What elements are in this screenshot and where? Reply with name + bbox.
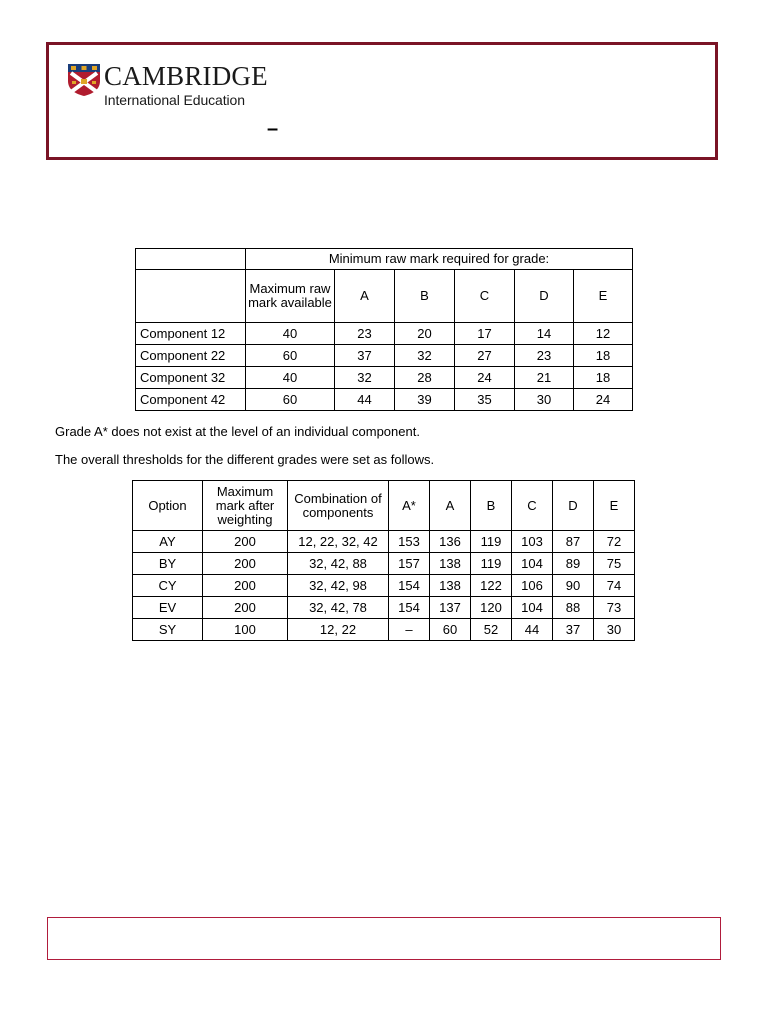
component-name: Component 12	[136, 323, 246, 345]
grade-cell: 44	[512, 619, 553, 641]
component-name: Component 42	[136, 389, 246, 411]
grade-cell: 21	[515, 367, 574, 389]
grade-cell: 18	[574, 345, 633, 367]
grade-header: B	[471, 481, 512, 531]
grade-cell: 104	[512, 597, 553, 619]
combination-cell: 32, 42, 78	[288, 597, 389, 619]
grade-cell: 122	[471, 575, 512, 597]
combination-cell: 12, 22	[288, 619, 389, 641]
grade-cell: 32	[395, 345, 455, 367]
max-cell: 60	[246, 389, 335, 411]
table-row	[133, 575, 635, 597]
grade-cell: 90	[553, 575, 594, 597]
header-box	[46, 42, 718, 160]
grade-cell: 119	[471, 553, 512, 575]
grade-cell: 37	[553, 619, 594, 641]
grade-header: A*	[389, 481, 430, 531]
option-cell: SY	[133, 619, 203, 641]
grade-cell: 154	[389, 597, 430, 619]
grade-cell: 24	[455, 367, 515, 389]
grade-cell: 153	[389, 531, 430, 553]
combination-cell: 32, 42, 98	[288, 575, 389, 597]
blank-cell	[136, 249, 246, 270]
grade-cell: 73	[594, 597, 635, 619]
table-row	[133, 553, 635, 575]
grade-cell: 104	[512, 553, 553, 575]
grade-cell: 12	[574, 323, 633, 345]
grade-cell: 18	[574, 367, 633, 389]
grade-cell: 23	[335, 323, 395, 345]
grade-header: A	[335, 270, 395, 323]
grade-header: C	[512, 481, 553, 531]
grade-cell: 138	[430, 575, 471, 597]
grade-cell: 136	[430, 531, 471, 553]
grade-cell: 72	[594, 531, 635, 553]
grade-cell: 103	[512, 531, 553, 553]
group-header: Minimum raw mark required for grade:	[246, 249, 633, 270]
grade-cell: 37	[335, 345, 395, 367]
option-cell: CY	[133, 575, 203, 597]
grade-cell: 44	[335, 389, 395, 411]
table-row	[133, 531, 635, 553]
grade-cell: 32	[335, 367, 395, 389]
component-name: Component 32	[136, 367, 246, 389]
grade-cell: 35	[455, 389, 515, 411]
note-overall: The overall thresholds for the different grades were set as follows.	[55, 452, 435, 467]
option-cell: EV	[133, 597, 203, 619]
max-cell: 40	[246, 323, 335, 345]
grade-header: E	[594, 481, 635, 531]
grade-cell: 23	[515, 345, 574, 367]
grade-cell: 137	[430, 597, 471, 619]
grade-cell: 154	[389, 575, 430, 597]
max-cell: 200	[203, 553, 288, 575]
combination-header: Combination of components	[288, 481, 389, 531]
grade-cell: 20	[395, 323, 455, 345]
title-dash: –	[267, 118, 279, 140]
max-cell: 200	[203, 597, 288, 619]
max-header: Maximum mark after weighting	[203, 481, 288, 531]
grade-cell: 157	[389, 553, 430, 575]
grade-cell: 39	[395, 389, 455, 411]
grade-header: C	[455, 270, 515, 323]
grade-cell: 74	[594, 575, 635, 597]
cambridge-shield-icon	[67, 63, 101, 97]
grade-cell: 75	[594, 553, 635, 575]
grade-header: A	[430, 481, 471, 531]
option-cell: BY	[133, 553, 203, 575]
grade-cell: 28	[395, 367, 455, 389]
table-row	[136, 367, 633, 389]
max-cell: 40	[246, 367, 335, 389]
grade-header: B	[395, 270, 455, 323]
grade-cell: 24	[574, 389, 633, 411]
cambridge-logo	[67, 63, 268, 109]
option-header: Option	[133, 481, 203, 531]
max-cell: 200	[203, 531, 288, 553]
option-cell: AY	[133, 531, 203, 553]
table-row	[133, 619, 635, 641]
grade-cell: 106	[512, 575, 553, 597]
grade-cell: 120	[471, 597, 512, 619]
max-cell: 100	[203, 619, 288, 641]
grade-cell: 30	[594, 619, 635, 641]
grade-header: D	[515, 270, 574, 323]
brand-subtitle: International Education	[104, 92, 245, 108]
footer-box	[47, 917, 721, 960]
table-row	[136, 323, 633, 345]
component-threshold-table	[135, 248, 633, 411]
grade-cell: 14	[515, 323, 574, 345]
combination-cell: 32, 42, 88	[288, 553, 389, 575]
note-astar: Grade A* does not exist at the level of an individual component.	[55, 424, 420, 439]
grade-header: E	[574, 270, 633, 323]
grade-cell: 52	[471, 619, 512, 641]
grade-cell: –	[389, 619, 430, 641]
table-row	[136, 345, 633, 367]
grade-cell: 30	[515, 389, 574, 411]
grade-cell: 17	[455, 323, 515, 345]
component-name: Component 22	[136, 345, 246, 367]
grade-cell: 87	[553, 531, 594, 553]
combination-cell: 12, 22, 32, 42	[288, 531, 389, 553]
grade-cell: 119	[471, 531, 512, 553]
max-header: Maximum raw mark available	[246, 270, 335, 323]
grade-cell: 138	[430, 553, 471, 575]
grade-cell: 27	[455, 345, 515, 367]
brand-name: CAMBRIDGE	[104, 61, 268, 91]
max-cell: 60	[246, 345, 335, 367]
max-cell: 200	[203, 575, 288, 597]
grade-cell: 88	[553, 597, 594, 619]
table-row	[133, 597, 635, 619]
grade-header: D	[553, 481, 594, 531]
option-threshold-table	[132, 480, 635, 641]
grade-cell: 89	[553, 553, 594, 575]
grade-cell: 60	[430, 619, 471, 641]
table-row	[136, 389, 633, 411]
blank-cell	[136, 270, 246, 323]
